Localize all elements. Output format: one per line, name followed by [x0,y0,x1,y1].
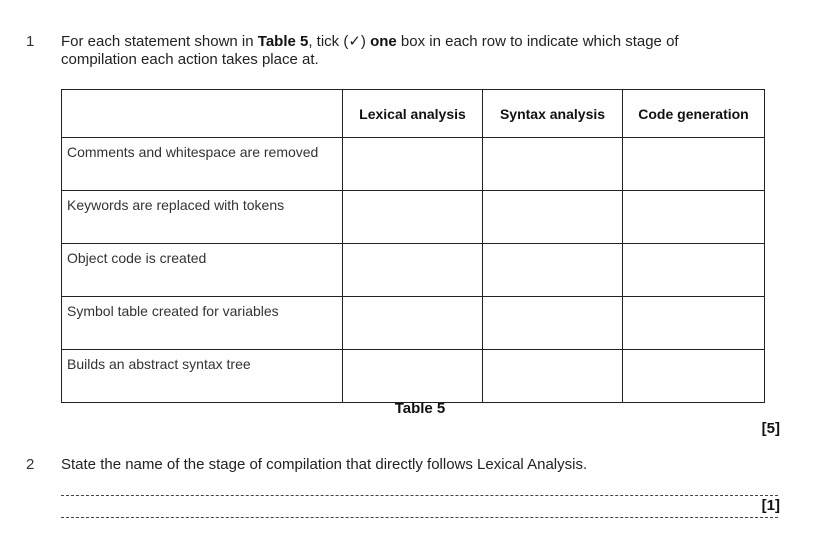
statement-cell: Builds an abstract syntax tree [62,350,343,403]
tick-box-lexical[interactable] [343,138,483,191]
question-1-one: one [370,33,397,50]
question-1-intro-c: box in each row to indicate which stage of compilation each action takes place at. [61,33,679,68]
tick-box-codegen[interactable] [623,191,765,244]
tick-box-syntax[interactable] [483,244,623,297]
tick-box-syntax[interactable] [483,138,623,191]
table-row [62,350,765,403]
question-1-text [61,33,741,69]
compilation-stage-table [61,89,765,403]
question-2-number: 2 [26,456,35,473]
tick-box-syntax[interactable] [483,350,623,403]
header-statement [62,90,343,138]
table-row [62,297,765,350]
table-row [62,191,765,244]
question-1-intro-a: For each statement shown in [61,33,258,50]
header-code-generation: Code generation [623,90,765,138]
statement-cell: Comments and whitespace are removed [62,138,343,191]
statement-cell: Object code is created [62,244,343,297]
question-1-marks: [5] [761,420,780,437]
tick-box-lexical[interactable] [343,350,483,403]
header-syntax-analysis: Syntax analysis [483,90,623,138]
table-row [62,244,765,297]
statement-cell: Symbol table created for variables [62,297,343,350]
table-caption: Table 5 [394,400,446,417]
question-2-text: State the name of the stage of compilation that directly follows Lexical Analysis. [61,456,588,473]
tick-box-syntax[interactable] [483,191,623,244]
table-row [62,138,765,191]
tick-box-codegen[interactable] [623,244,765,297]
tick-box-syntax[interactable] [483,297,623,350]
question-1-table-ref: Table 5 [257,33,309,50]
header-lexical-analysis: Lexical analysis [343,90,483,138]
table-header-row [62,90,765,138]
tick-box-lexical[interactable] [343,191,483,244]
statement-cell: Keywords are replaced with tokens [62,191,343,244]
tick-box-lexical[interactable] [343,244,483,297]
tick-box-codegen[interactable] [623,297,765,350]
question-1-number: 1 [26,33,35,50]
answer-line[interactable] [61,517,778,518]
tick-box-lexical[interactable] [343,297,483,350]
answer-line[interactable] [61,495,778,496]
question-2-marks: [1] [761,497,780,514]
tick-box-codegen[interactable] [623,350,765,403]
tick-box-codegen[interactable] [623,138,765,191]
question-1-intro-b: , tick (✓) [308,33,371,50]
